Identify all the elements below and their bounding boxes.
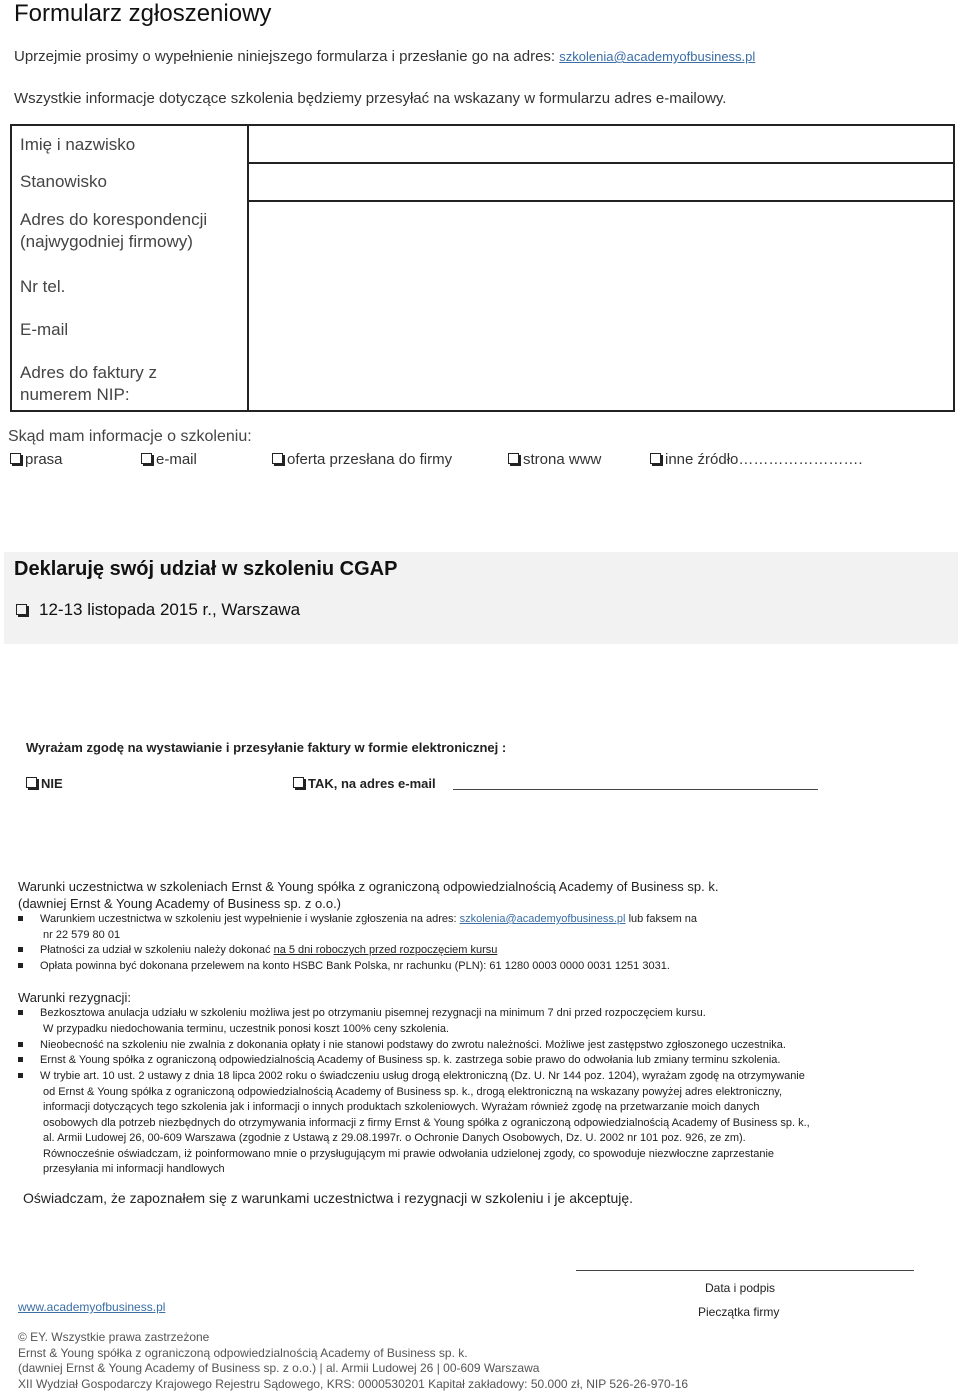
bullet-text: Płatności za udział w szkoleniu należy dokonać [40,944,271,956]
company-address: (dawniej Ernst & Young Academy of Business sp. z o.o.) | al. Armii Ludowej 26 | 00-609 Warszawa [18,1361,540,1375]
form-row-divider [247,200,953,202]
bullet-continuation: al. Armii Ludowej 26, 00-609 Warszawa (zgodnie z Ustawą z 29.08.1997r. o Ochronie Danych Osobowych, Dz. U. 2002 nr 101 poz. 926, ze zm). [43,1132,746,1144]
option-label: strona www [523,451,602,468]
bullet-text: Bezkosztowa anulacja udziału w szkoleniu możliwa jest po otrzymaniu pisemnej rezygnacji na minimum 7 dni przed rozpoczęciem kursu. [40,1007,706,1019]
label-address-note: (najwygodniej firmowy) [20,232,193,251]
source-title: Skąd mam informacje o szkoleniu: [8,428,252,445]
bullet-continuation: informacji dotyczących tego szkolenia jak i informacji o innych produktach szkoleniowych. Wyrażam również zgodę na przetwarzanie moich danych [43,1101,760,1113]
checkbox-icon[interactable] [16,604,27,615]
payment-deadline: na 5 dni roboczych przed rozpoczęciem kursu [273,944,498,956]
acceptance-statement: Oświadczam, że zapoznałem się z warunkami uczestnictwa i rezygnacji w szkoleniu i je akceptuję. [23,1190,634,1206]
bullet-icon [18,1010,23,1015]
bullet-text: Warunkiem uczestnictwa w szkoleniu jest wypełnienie i wysłanie zgłoszenia na adres: [40,913,457,925]
source-option-press[interactable] [10,451,63,468]
checkbox-icon[interactable] [650,453,661,464]
other-source-blank[interactable]: ……………………. [738,451,863,468]
invoice-email-input-line[interactable] [453,789,818,790]
resignation-bullet [18,1006,958,1037]
label-nip: numerem NIP: [20,385,130,404]
bullet-icon [18,916,23,921]
source-option-email[interactable] [141,451,197,468]
registration-form-table [10,124,955,412]
resignation-title: Warunki rezygnacji: [18,990,131,1005]
label-address: Adres do korespondencji [20,210,208,229]
invoice-option-yes[interactable] [293,776,436,791]
bullet-icon [18,1057,23,1062]
copyright: © EY. Wszystkie prawa zastrzeżone [18,1330,210,1344]
bullet-icon [18,947,23,952]
declaration-title: Deklaruję swój udział w szkoleniu CGAP [14,558,398,580]
label-email: E-mail [20,320,69,339]
option-label: NIE [41,776,63,791]
label-phone: Nr tel. [20,277,66,296]
conditions-title: Warunki uczestnictwa w szkoleniach Ernst & Young spółka z ograniczoną odpowiedzialnością Academy of Business sp. k. [18,879,719,894]
conditions-bullet [18,959,670,975]
invoice-question: Wyrażam zgodę na wystawianie i przesyłanie faktury w formie elektronicznej : [26,740,507,755]
intro-line-1 [14,48,755,65]
label-invoice-address: Adres do faktury z [20,363,158,382]
conditions-bullet [18,943,497,959]
source-option-offer[interactable] [272,451,452,468]
declaration-date-option[interactable] [16,600,300,620]
bank-account: HSBC Bank Polska, nr rachunku (PLN): 61 1280 0003 0000 0031 1251 3031. [292,960,670,972]
intro-text: Uprzejmie prosimy o wypełnienie niniejszego formularza i przesłanie go na adres: [14,48,556,65]
bullet-text: Opłata powinna być dokonana przelewem na konto [40,960,290,972]
bullet-icon [18,1042,23,1047]
bullet-continuation: od Ernst & Young spółka z ograniczoną odpowiedzialnością Academy of Business sp. k., drogą elektroniczną na wskazany powyżej adres elektroniczny, [43,1085,783,1098]
label-position: Stanowisko [20,172,107,191]
postcode-city: 00-609 Warszawa [443,1361,540,1375]
registration-info: XII Wydział Gospodarczy Krajowego Rejestru Sądowego, KRS: 0000530201 Kapitał zakładowy: 50.000 zł, NIP 526-26-970-16 [18,1377,689,1391]
source-option-www[interactable] [508,451,601,468]
resignation-bullet [18,1069,960,1178]
bullet-continuation: W przypadku niedochowania terminu, uczestnik ponosi koszt 100% ceny szkolenia. [43,1022,449,1035]
bullet-continuation: nr 22 579 80 01 [43,928,121,941]
bullet-text: lub faksem na [628,913,698,925]
resignation-bullet [18,1053,780,1069]
checkbox-icon[interactable] [141,453,152,464]
option-label: e-mail [156,451,197,468]
form-row-divider [247,162,953,164]
form-column-divider [247,126,249,410]
bullet-continuation: osobowych dla potrzeb niezbędnych do otrzymywania informacji z firmy Ernst & Young spółka z ograniczoną odpowiedzialnością Academy of Business sp. k., [43,1116,810,1129]
bullet-icon [18,1073,23,1078]
bullet-continuation: Równocześnie oświadczam, iż poinformowano mnie o przysługującym mi prawie odwołania udzielonej zgody, co spowoduje niezwłoczne zaprzestanie [43,1147,775,1160]
option-label: oferta przesłana do firmy [287,451,453,468]
option-label: inne źródło [665,451,739,468]
checkbox-icon[interactable] [10,453,21,464]
conditions-email-link[interactable]: szkolenia@academyofbusiness.pl [459,913,626,925]
label-name: Imię i nazwisko [20,135,136,154]
resignation-bullet [18,1038,786,1054]
company-name: Ernst & Young spółka z ograniczoną odpowiedzialnością Academy of Business sp. k. [18,1346,468,1360]
signature-line[interactable] [576,1270,914,1271]
bullet-text: Nieobecność na szkoleniu nie zwalnia z dokonania opłaty i nie stanowi podstawy do zwrotu należności. Możliwe jest zastępstwo zgłoszonego uczestnika. [40,1039,786,1051]
page-title: Formularz zgłoszeniowy [14,0,272,27]
training-city: , Warszawa [211,600,301,619]
conditions-bullet [18,912,697,943]
street-address: al. Armii Ludowej 26 [325,1361,434,1375]
bullet-continuation: przesyłania mi informacji handlowych [43,1163,225,1175]
conditions-subtitle: (dawniej Ernst & Young Academy of Business sp. z o.o.) [18,896,342,911]
intro-line-2: Wszystkie informacje dotyczące szkolenia będziemy przesyłać na wskazany w formularzu adres e-mailowy. [14,90,727,107]
option-label: prasa [25,451,63,468]
bullet-text: W trybie art. 10 ust. 2 ustawy z dnia 18 lipca 2002 roku o świadczeniu usług drogą elektroniczną (Dz. U. Nr 144 poz. 1204), wyrażam zgodę na otrzymywanie [40,1070,805,1082]
intro-email-link[interactable]: szkolenia@academyofbusiness.pl [559,49,756,64]
option-label: TAK, na adres e-mail [308,776,436,791]
date-signature-label: Data i podpis [705,1281,776,1295]
checkbox-icon[interactable] [272,453,283,464]
company-stamp-label: Pieczątka firmy [698,1305,780,1319]
bullet-icon [18,963,23,968]
checkbox-icon[interactable] [293,777,304,788]
checkbox-icon[interactable] [26,777,37,788]
former-name: (dawniej Ernst & Young Academy of Business sp. z o.o.) [18,1361,317,1375]
invoice-option-no[interactable] [26,776,63,791]
checkbox-icon[interactable] [508,453,519,464]
website-link[interactable]: www.academyofbusiness.pl [18,1300,166,1314]
source-option-other[interactable] [650,451,863,468]
bullet-text: Ernst & Young spółka z ograniczoną odpowiedzialnością Academy of Business sp. k. zastrzega sobie prawo do odwołania lub zmiany terminu szkolenia. [40,1054,781,1066]
training-date: 12-13 listopada 2015 r. [39,600,212,619]
